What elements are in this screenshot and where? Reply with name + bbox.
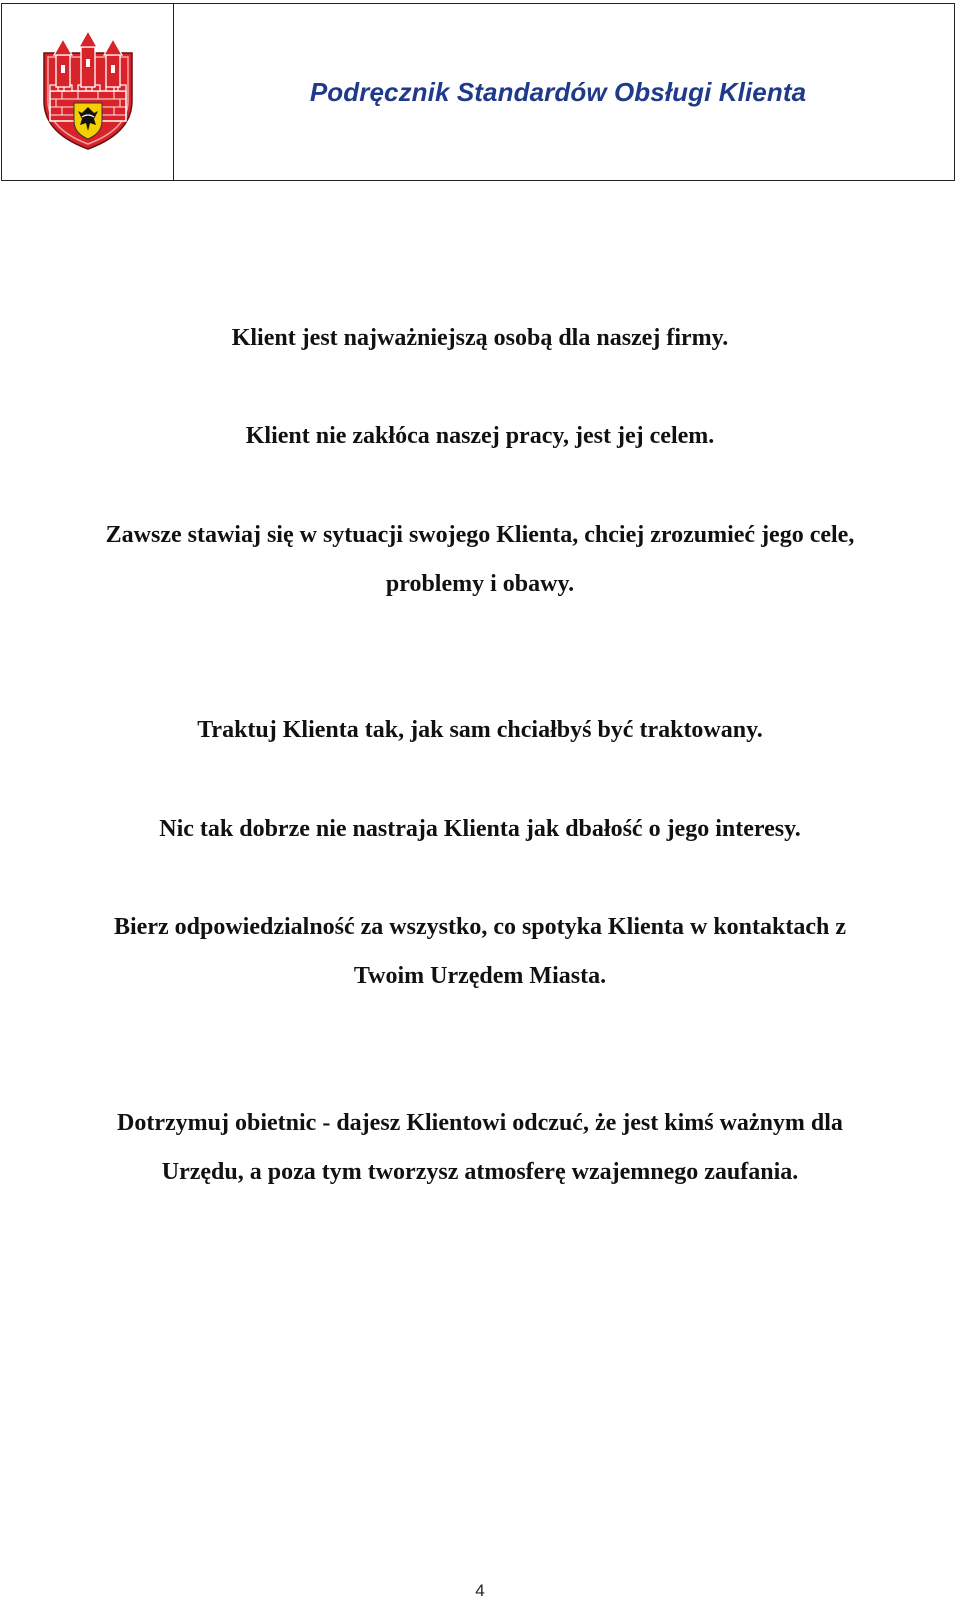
coat-of-arms-icon (38, 31, 138, 153)
statement-line: Traktuj Klienta tak, jak sam chciałbyś być traktowany. (197, 717, 763, 743)
statement-line: Urzędu, a poza tym tworzysz atmosferę wzajemnego zaufania. (161, 1159, 799, 1185)
statement-line: Nic tak dobrze nie nastraja Klienta jak dbałość o jego interesy. (159, 816, 801, 842)
statement-line: Bierz odpowiedzialność za wszystko, co spotyka Klienta w kontaktach z (114, 914, 846, 940)
logo-cell (2, 4, 174, 180)
statement-line: Zawsze stawiaj się w sytuacji swojego Klienta, chciej zrozumieć jego cele, (105, 522, 855, 548)
document-title: Podręcznik Standardów Obsługi Klienta (309, 76, 807, 107)
statement-line: Klient nie zakłóca naszej pracy, jest jej celem. (245, 423, 715, 449)
page-header (1, 3, 955, 181)
statement-line: Dotrzymuj obietnic - dajesz Klientowi odczuć, że jest kimś ważnym dla (117, 1110, 843, 1136)
statement-line: problemy i obawy. (385, 571, 575, 597)
statement-line: Klient jest najważniejszą osobą dla naszej firmy. (231, 325, 729, 351)
header-title-cell (174, 4, 954, 180)
statement-line: Twoim Urzędem Miasta. (353, 963, 607, 989)
page-number: 4 (475, 1581, 485, 1600)
